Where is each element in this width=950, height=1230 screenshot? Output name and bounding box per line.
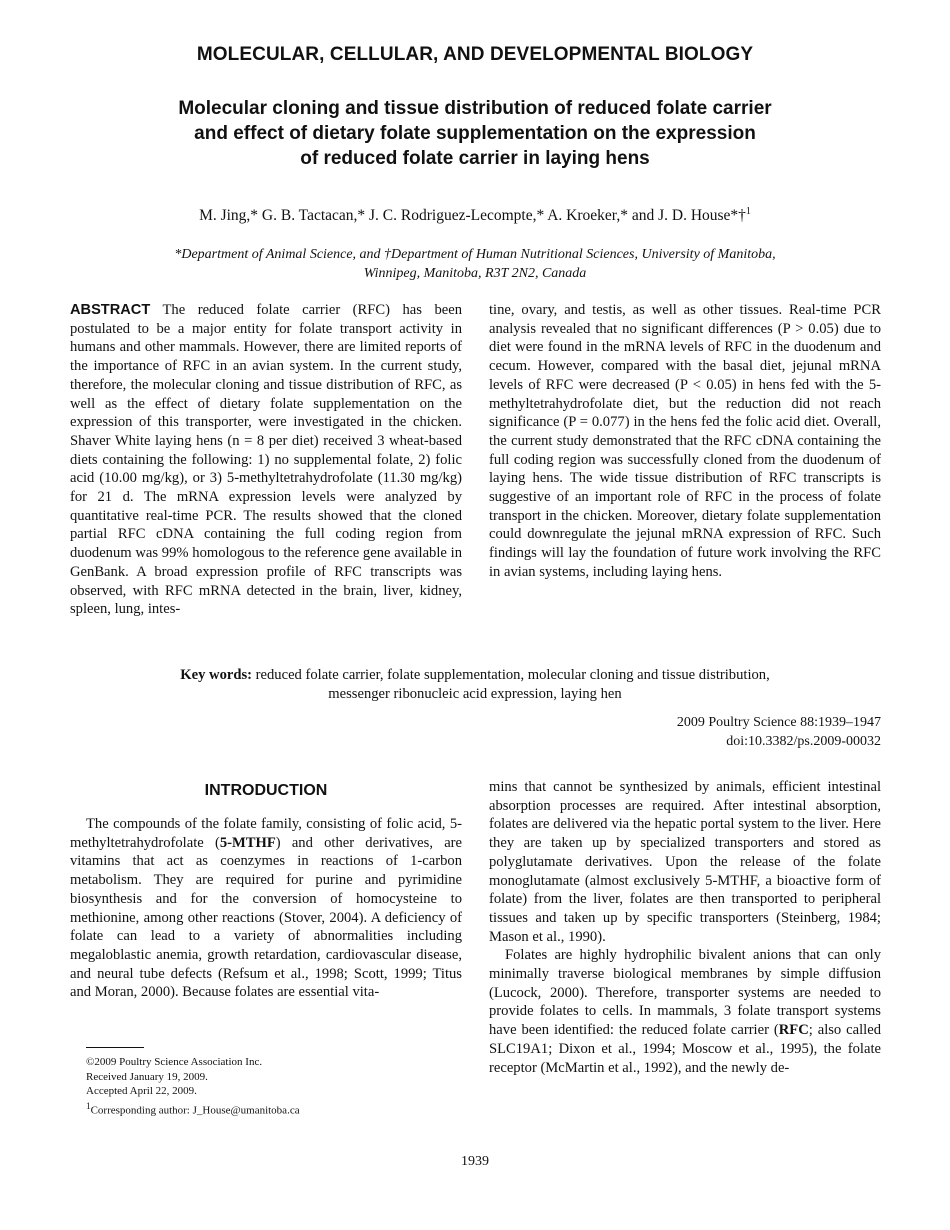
title-line: of reduced folate carrier in laying hens (300, 148, 650, 169)
keywords-line: messenger ribonucleic acid expression, laying hen (328, 686, 622, 702)
abstract-text: The reduced folate carrier (RFC) has been postulated to be a major entity for folate transport activity in humans and other mammals. However, there are limited reports of the importance of RFC in an avian system. In the current study, therefore, the molecular cloning and tissue distribution of RFC, as well as the effect of dietary folate supplementation on the expression of this transporter, were investigated in the chicken. Shaver White laying hens (n = 8 per diet) received 3 wheat-based diets containing the following: 1) no supplemental folate, 2) folic acid (10.00 mg/kg), or 3) 5-methyltetrahydrofolate (11.30 mg/kg) for 21 d. The mRNA expression levels were analyzed by quantitative real-time PCR. The results showed that the cloned partial RFC cDNA containing the full coding region from duodenum was 99% homologous to the reference gene available in GenBank. A broad expression profile of RFC transcripts was observed, with RFC mRNA detected in the brain, liver, kidney, spleen, lung, intes- (70, 302, 463, 618)
introduction-right-column (489, 778, 881, 1077)
abstract-left-column (70, 301, 462, 619)
paragraph (70, 815, 462, 1002)
paragraph-text: ) and other derivatives, are vitamins that act as coenzymes in reactions of 1-carbon metabolism. They are required for purine and pyrimidine biosynthesis and for the conversion of homocysteine to methionine, among other reactions (Stover, 2004). A deficiency of folate can lead to a variety of abnormalities including megaloblastic anemia, growth retardation, cardiovascular disease, and neural tube defects (Refsum et al., 1998; Scott, 1999; Titus and Moran, 2000). Because folates are essential vita- (70, 834, 463, 1001)
abstract-text: tine, ovary, and testis, as well as other tissues. Real-time PCR analysis revealed that no significant differences (P > 0.05) due to diet were found in the mRNA levels of RFC in the duodenum and cecum. However, compared with the basal diet, jejunal mRNA levels of RFC were decreased (P < 0.05) in hens fed with the 5-methyltetrahydrofolate diet, but the reduction did not reach significance (P = 0.077) in the hens fed the folic acid diet. Overall, the current study demonstrated that the RFC cDNA containing the full coding region was successfully cloned from the duodenum of laying hens. The wide tissue distribution of RFC transcripts is suggestive of an important role of RFC in the process of folate transport in the chicken. Moreover, dietary folate supplementation could downregulate the jejunal mRNA expression of RFC. Such findings will lay the foundation of future work involving the RFC in avian systems, including laying hens. (489, 302, 881, 580)
paragraph-text: Folates are highly hydrophilic bivalent anions that can only minimally traverse biological membranes by simple diffusion (Lucock, 2000). Therefore, transporter systems are needed to provide folates to cells. In mammals, 3 folate transport systems have been identified: the reduced folate carrier ( (489, 947, 881, 1039)
journal-citation: 2009 Poultry Science 88:1939–1947 (676, 715, 881, 730)
keywords-label: Key words: (180, 667, 252, 683)
author-names: M. Jing,* G. B. Tactacan,* J. C. Rodriguez-Lecompte,* A. Kroeker,* and J. D. House*† (199, 207, 746, 225)
title-line: and effect of dietary folate supplementation on the expression (194, 123, 756, 144)
title-line: Molecular cloning and tissue distribution of reduced folate carrier (178, 98, 772, 119)
author-list (0, 206, 950, 225)
corresponding-author (86, 1099, 466, 1118)
introduction-heading: INTRODUCTION (204, 782, 328, 799)
corresponding-author-text: Corresponding author: J_House@umanitoba.ca (90, 1104, 300, 1117)
abbreviation: RFC (778, 1022, 809, 1039)
received-date: Received January 19, 2009. (86, 1070, 208, 1083)
doi: doi:10.3382/ps.2009-00032 (726, 734, 881, 749)
keywords-text: reduced folate carrier, folate supplementation, molecular cloning and tissue distribution, (255, 667, 770, 683)
affiliation-line: Winnipeg, Manitoba, R3T 2N2, Canada (363, 266, 587, 281)
footnote-marker: 1 (86, 1100, 91, 1111)
journal-section-heading: MOLECULAR, CELLULAR, AND DEVELOPMENTAL BIOLOGY (196, 44, 754, 65)
affiliation-line: *Department of Animal Science, and †Department of Human Nutritional Sciences, University of Manitoba, (174, 247, 776, 262)
abstract-label: ABSTRACT (70, 302, 151, 318)
keywords-line (90, 666, 860, 685)
article-title (120, 96, 830, 171)
footnotes (86, 1055, 466, 1118)
citation-block (677, 713, 881, 751)
paragraph-text: The compounds of the folate family, consisting of folic acid, 5-methyltetrahydrofolate ( (70, 816, 462, 851)
paragraph-text: ; also called SLC19A1; Dixon et al., 1994; Moscow et al., 1995), the folate receptor (McMartin et al., 1992), and the newly de- (489, 1022, 881, 1076)
page-number: 1939 (461, 1154, 489, 1169)
introduction-left-column (70, 815, 462, 1002)
affiliations (70, 245, 880, 283)
paragraph: mins that cannot be synthesized by animals, efficient intestinal absorption processes are required. After intestinal absorption, folates are delivered via the hepatic portal system to the liver. Here they are taken up by specialized transporters and stored as polyglutamate derivatives. Upon the release of the folate monoglutamate (almost exclusively 5-MTHF, a bioactive form of folate) from the liver, folates are then transported to peripheral tissues and taken up by specific transporters (Steinberg, 1984; Mason et al., 1990). (489, 779, 881, 945)
abbreviation: 5-MTHF (219, 834, 276, 851)
author-footnote-marker: 1 (745, 206, 751, 217)
paragraph (489, 946, 881, 1077)
abstract-right-column (489, 301, 881, 582)
footnote-divider (86, 1047, 144, 1048)
copyright-note: ©2009 Poultry Science Association Inc. (86, 1056, 263, 1068)
keywords-block (90, 666, 860, 704)
accepted-date: Accepted April 22, 2009. (86, 1085, 197, 1097)
